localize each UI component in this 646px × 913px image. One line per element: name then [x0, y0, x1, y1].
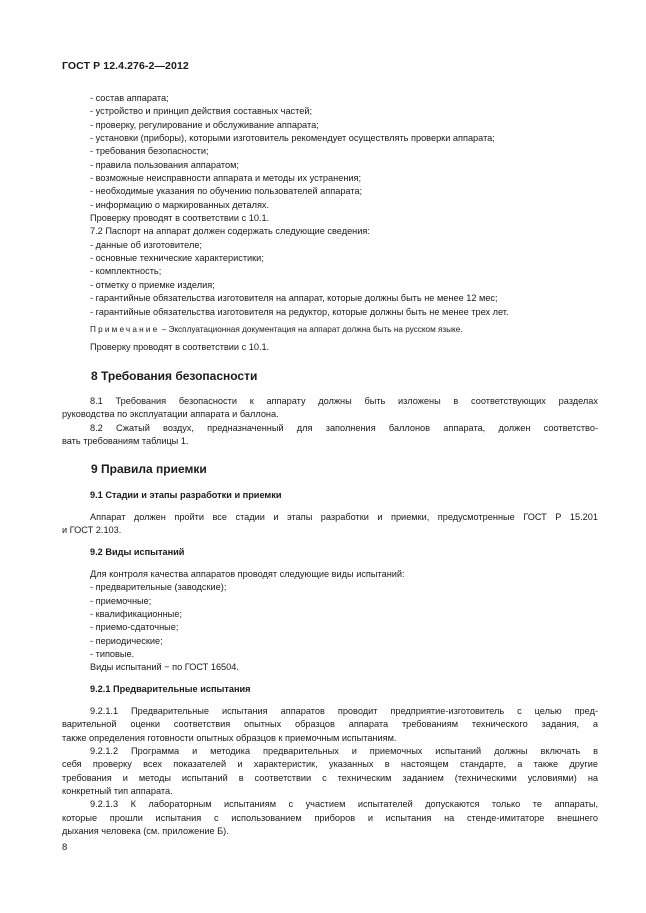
paragraph-9-2-1-1-text: также определения готовности опытных образцов к приемочным испытаниям.: [62, 732, 397, 743]
list-item: - приемочные;: [90, 595, 152, 606]
paragraph-9-1-line: Аппарат должен пройти все стадии и этапы разработки и приемки, предусмотренные ГОСТ Р 15.201: [90, 511, 598, 522]
list-item: - установки (приборы), которыми изготовитель рекомендует осуществлять проверки аппарата;: [90, 133, 495, 144]
list-item: - данные об изготовителе;: [90, 239, 202, 250]
list-passport: [90, 239, 598, 319]
paragraph-8-2-line: [62, 435, 598, 448]
section-9-heading: 9 Правила приемки: [91, 462, 207, 477]
note: [90, 323, 598, 336]
list-item: - основные технические характеристики;: [90, 253, 264, 264]
paragraph-9-2-1-3-text: дыхания человека (см. приложение Б).: [62, 826, 229, 837]
document-header: ГОСТ Р 12.4.276-2—2012: [62, 60, 189, 72]
paragraph-9-2-1-2-line: себя проверку всех показателей и характеристик, указанных в настоящем стандарте, а также другие: [62, 759, 598, 770]
paragraph-9-2-intro: Для контроля качества аппаратов проводят следующие виды испытаний:: [90, 568, 405, 579]
paragraph-9-2-1-1-line: 9.2.1.1 Предварительные испытания аппаратов проводит предприятие-изготовитель с целью пред-: [90, 706, 598, 717]
paragraph-9-2-1-2-line: [62, 785, 598, 798]
paragraph-9-2-1-3-line: которые прошли испытания с использованием приборов и испытания на стенде-имитаторе внешнего: [62, 812, 598, 823]
paragraph-9-2-1-1-line: варительной оценки соответствия опытных образцов аппарата требованиям технического задания, а: [62, 719, 598, 730]
section-8-heading: 8 Требования безопасности: [91, 368, 258, 383]
section-9-2-1-heading: 9.2.1 Предварительные испытания: [90, 683, 251, 694]
list-item: - правила пользования аппаратом;: [90, 159, 239, 170]
list-item: - гарантийные обязательства изготовителя на аппарат, которые должны быть не менее 12 мес;: [90, 293, 498, 304]
page-number: 8: [62, 842, 68, 853]
paragraph-8-2-text: вать требованиям таблицы 1.: [62, 435, 189, 446]
list-item: - гарантийные обязательства изготовителя на редуктор, которые должны быть не менее трех лет.: [90, 306, 509, 317]
list-item: - требования безопасности;: [90, 146, 209, 157]
list-item: - квалификационные;: [90, 609, 182, 619]
list-operation-manual: [90, 92, 598, 212]
paragraph-9-2-1-3-line: 9.2.1.3 К лабораторным испытаниям с участием испытателей допускаются только те аппараты,: [90, 799, 598, 810]
list-item: - состав аппарата;: [90, 93, 169, 103]
paragraph-8-2-line: 8.2 Сжатый воздух, предназначенный для заполнения баллонов аппарата, должен соответство-: [90, 422, 598, 433]
list-item: - отметку о приемке изделия;: [90, 279, 215, 290]
check-reference: Проверку проводят в соответствии с 10.1.: [90, 213, 270, 224]
paragraph-9-1-line: [62, 524, 598, 537]
check-reference: Проверку проводят в соответствии с 10.1.: [90, 342, 270, 353]
paragraph-9-1-text: и ГОСТ 2.103.: [62, 525, 122, 536]
paragraph-9-2-1-2-line: 9.2.1.2 Программа и методика предварительных и приемочных испытаний должны включать в: [90, 746, 598, 757]
note-text: – Эксплуатационная документация на аппарат должна быть на русском языке.: [159, 324, 463, 334]
paragraph-7-2: 7.2 Паспорт на аппарат должен содержать следующие сведения:: [90, 226, 370, 237]
list-item: - приемо-сдаточные;: [90, 622, 179, 633]
list-item: - устройство и принцип действия составных частей;: [90, 106, 313, 117]
list-item: - проверку, регулирование и обслуживание аппарата;: [90, 119, 319, 130]
paragraph-8-1-line: [62, 408, 598, 421]
list-test-types: [90, 581, 598, 661]
list-item: - возможные неисправности аппарата и методы их устранения;: [90, 173, 362, 184]
list-item: - комплектность;: [90, 266, 162, 277]
page-content: [62, 92, 598, 839]
paragraph-8-1-line: 8.1 Требования безопасности к аппарату должны быть изложены в соответствующих разделах: [90, 395, 598, 406]
note-label: Примечание: [90, 324, 160, 334]
paragraph-9-2-1-1-line: [62, 732, 598, 745]
list-item: - периодические;: [90, 635, 163, 646]
section-9-2-heading: 9.2 Виды испытаний: [90, 546, 185, 557]
list-item: - необходимые указания по обучению пользователей аппарата;: [90, 186, 363, 197]
list-item: - типовые.: [90, 649, 135, 660]
paragraph-8-1-text: руководства по эксплуатации аппарата и баллона.: [62, 409, 279, 420]
paragraph-9-2-1-3-line: [62, 825, 598, 838]
paragraph-9-2-1-2-text: конкретный тип аппарата.: [62, 786, 173, 797]
list-item: - информацию о маркированных деталях.: [90, 199, 270, 210]
list-item: - предварительные (заводские);: [90, 582, 227, 593]
section-9-1-heading: 9.1 Стадии и этапы разработки и приемки: [90, 489, 282, 500]
paragraph-9-2-reference: Виды испытаний − по ГОСТ 16504.: [90, 662, 239, 673]
paragraph-9-2-1-2-line: требования и методы испытаний в соответствии с техническим заданием (техническими условиями) на: [62, 772, 598, 783]
